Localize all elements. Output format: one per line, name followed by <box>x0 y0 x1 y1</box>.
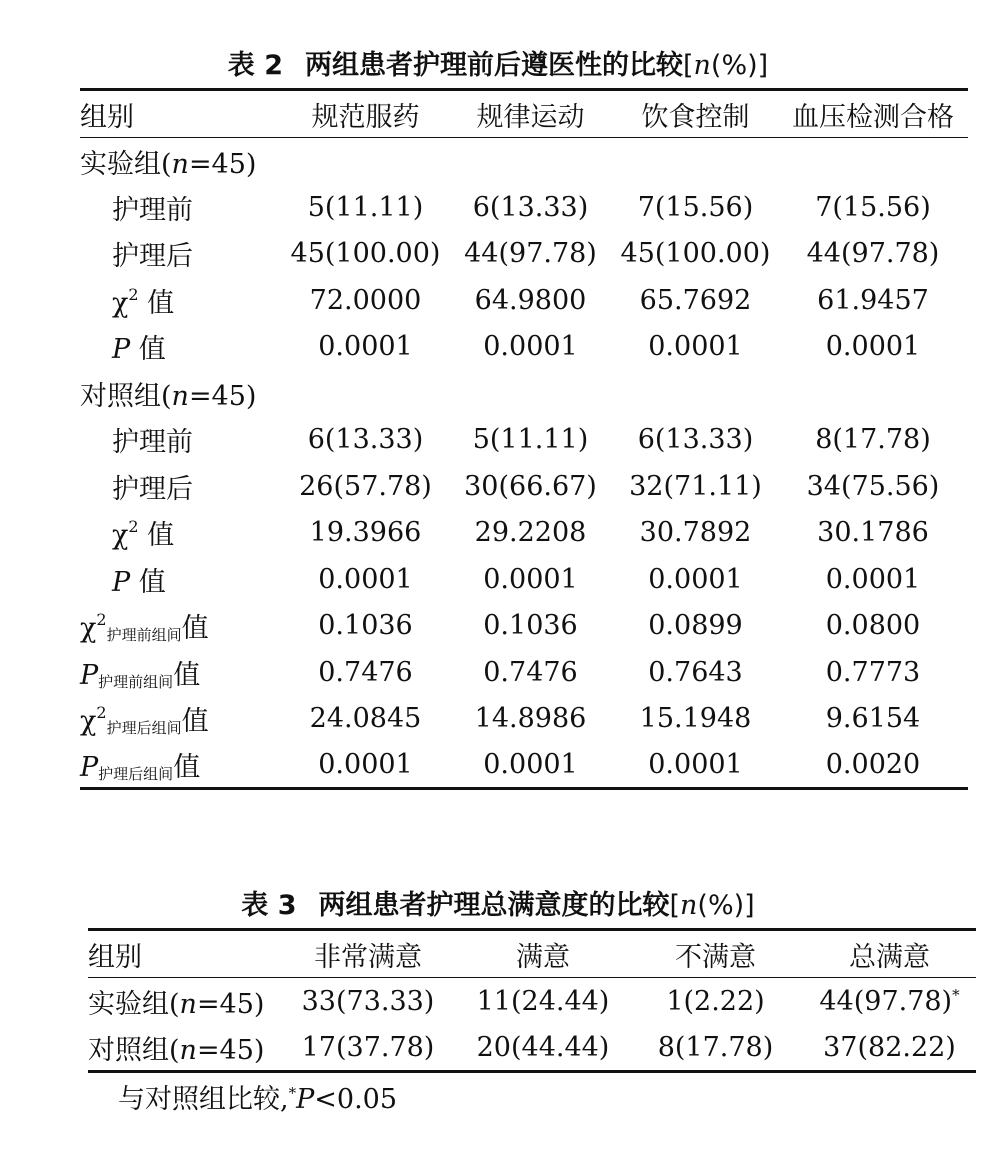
table3-header-very-satisfied: 非常满意 <box>278 930 458 978</box>
table-row <box>80 603 968 650</box>
table3-header-total: 总满意 <box>803 930 976 978</box>
table3-header-satisfied: 满意 <box>458 930 628 978</box>
row-label: 护理前 <box>112 194 193 226</box>
table-cell: 0.1036 <box>483 610 578 642</box>
table-row <box>88 978 976 1025</box>
table-cell: 0.0001 <box>825 563 921 595</box>
row-label: P 值 <box>112 566 166 598</box>
table3 <box>88 928 976 1073</box>
table2-header-bp: 血压检测合格 <box>778 90 968 138</box>
table-row <box>80 742 968 789</box>
table-cell: 0.0001 <box>318 749 413 780</box>
table-cell: 0.0001 <box>648 331 743 363</box>
experimental-group-label: 实验组(n=45) <box>80 148 257 180</box>
table-cell: 34(75.56) <box>806 470 940 502</box>
table-cell: 7(15.56) <box>637 191 754 223</box>
table2-group-row-experimental <box>80 138 968 185</box>
table-cell: 0.0899 <box>648 610 743 642</box>
table-row <box>80 417 968 464</box>
table-cell: 32(71.11) <box>629 470 762 502</box>
table-row <box>80 231 968 278</box>
table-row <box>80 649 968 696</box>
row-label: $\chi^2$ 值 <box>112 284 175 319</box>
table-row <box>80 696 968 743</box>
control-group-label: 对照组(n=45) <box>80 380 257 412</box>
table-cell: 45(100.00) <box>290 238 441 270</box>
row-label: 对照组(n=45) <box>88 1034 265 1066</box>
table2-group-row-control <box>80 370 968 417</box>
table-cell: 30(66.67) <box>464 470 597 502</box>
table-cell: 6(13.33) <box>472 191 589 223</box>
table-cell: 30.1786 <box>817 517 929 549</box>
table-cell: 0.7476 <box>318 656 413 688</box>
table-cell: 0.7773 <box>825 656 921 688</box>
table-cell: 14.8986 <box>474 703 587 735</box>
table2-header-exercise: 规律运动 <box>448 90 613 138</box>
table-row <box>80 463 968 510</box>
table-cell: 44(97.78) <box>806 238 940 270</box>
table-row <box>80 277 968 324</box>
row-label: $\chi^2_{护理后组间}$值 <box>80 703 209 738</box>
table2-header-diet: 饮食控制 <box>613 90 778 138</box>
row-label: P 值 <box>112 334 166 366</box>
table-row <box>88 1025 976 1072</box>
table-cell: 61.9457 <box>817 284 929 316</box>
table-cell: 0.7476 <box>483 656 578 688</box>
table-cell: 0.0800 <box>825 610 921 642</box>
table-cell: 15.1948 <box>639 703 752 735</box>
table-cell: 0.0001 <box>483 331 578 363</box>
table-cell: 19.3966 <box>309 517 422 549</box>
table-cell: 0.1036 <box>318 610 413 642</box>
row-label: $\chi^2_{护理前组间}$值 <box>80 610 209 645</box>
table-cell: 30.7892 <box>639 517 752 549</box>
table-cell: 7(15.56) <box>815 191 931 223</box>
table3-header-group: 组别 <box>88 930 278 978</box>
row-label: $P_{护理前组间}$值 <box>80 659 201 691</box>
table3-caption-number: 表 3 <box>241 890 297 921</box>
table-cell: 6(13.33) <box>307 424 424 456</box>
table-cell: 5(11.11) <box>472 424 589 456</box>
table-cell: 20(44.44) <box>476 1031 610 1063</box>
row-label: $\chi^2$ 值 <box>112 517 175 552</box>
table-row <box>80 510 968 557</box>
table-row <box>80 556 968 603</box>
table-cell: 24.0845 <box>309 703 422 735</box>
table2-header-medication: 规范服药 <box>283 90 448 138</box>
table-cell: 5(11.11) <box>307 191 424 223</box>
table-cell: 17(37.78) <box>301 1031 435 1063</box>
table-cell: 0.7643 <box>648 656 743 688</box>
table-cell: 29.2208 <box>474 517 587 549</box>
table-row <box>80 184 968 231</box>
table-cell: 0.0001 <box>483 563 578 595</box>
table-cell: 0.0001 <box>825 331 921 363</box>
table3-header-unsatisfied: 不满意 <box>628 930 803 978</box>
table-cell: 0.0001 <box>483 749 578 780</box>
row-label: 护理后 <box>112 473 193 505</box>
table-cell: 45(100.00) <box>620 238 771 270</box>
table2-caption-number: 表 2 <box>227 50 283 81</box>
table2-caption: 表 2 两组患者护理前后遵医性的比较[n(%)] <box>227 50 769 81</box>
table-cell: 44(97.78)* <box>819 985 960 1017</box>
table3-caption-title: 两组患者护理总满意度的比较 <box>318 890 670 921</box>
table2 <box>80 88 968 790</box>
table-cell: 9.6154 <box>825 703 921 735</box>
row-label: $P_{护理后组间}$值 <box>80 752 201 783</box>
table-cell: 8(17.78) <box>815 424 931 456</box>
table-cell: 26(57.78) <box>299 470 432 502</box>
table-cell: 65.7692 <box>639 284 752 316</box>
table3-footnote: 与对照组比较,*P<0.05 <box>118 1084 398 1115</box>
table-cell: 64.9800 <box>474 284 587 316</box>
row-label: 实验组(n=45) <box>88 988 265 1020</box>
table2-header-group: 组别 <box>80 90 283 138</box>
table-cell: 33(73.33) <box>301 985 435 1017</box>
table-cell: 1(2.22) <box>666 985 765 1017</box>
table-cell: 0.0001 <box>648 749 743 780</box>
table2-caption-title: 两组患者护理前后遵医性的比较 <box>304 50 683 81</box>
table-cell: 8(17.78) <box>657 1031 774 1063</box>
table2-header-row <box>80 90 968 138</box>
row-label: 护理后 <box>112 241 193 273</box>
table3-header-row <box>88 930 976 978</box>
row-label: 护理前 <box>112 427 193 459</box>
table-cell: 0.0001 <box>318 331 413 363</box>
table-cell: 6(13.33) <box>637 424 754 456</box>
table-cell: 0.0001 <box>318 563 413 595</box>
table-cell: 44(97.78) <box>464 238 597 270</box>
table-cell: 0.0020 <box>825 749 921 780</box>
table-row <box>80 324 968 371</box>
table3-caption: 表 3 两组患者护理总满意度的比较[n(%)] <box>241 890 755 921</box>
table-cell: 0.0001 <box>648 563 743 595</box>
table-cell: 37(82.22) <box>823 1031 956 1063</box>
table-cell: 72.0000 <box>309 284 422 316</box>
table-cell: 11(24.44) <box>476 985 610 1017</box>
significance-mark: * <box>952 985 960 1004</box>
